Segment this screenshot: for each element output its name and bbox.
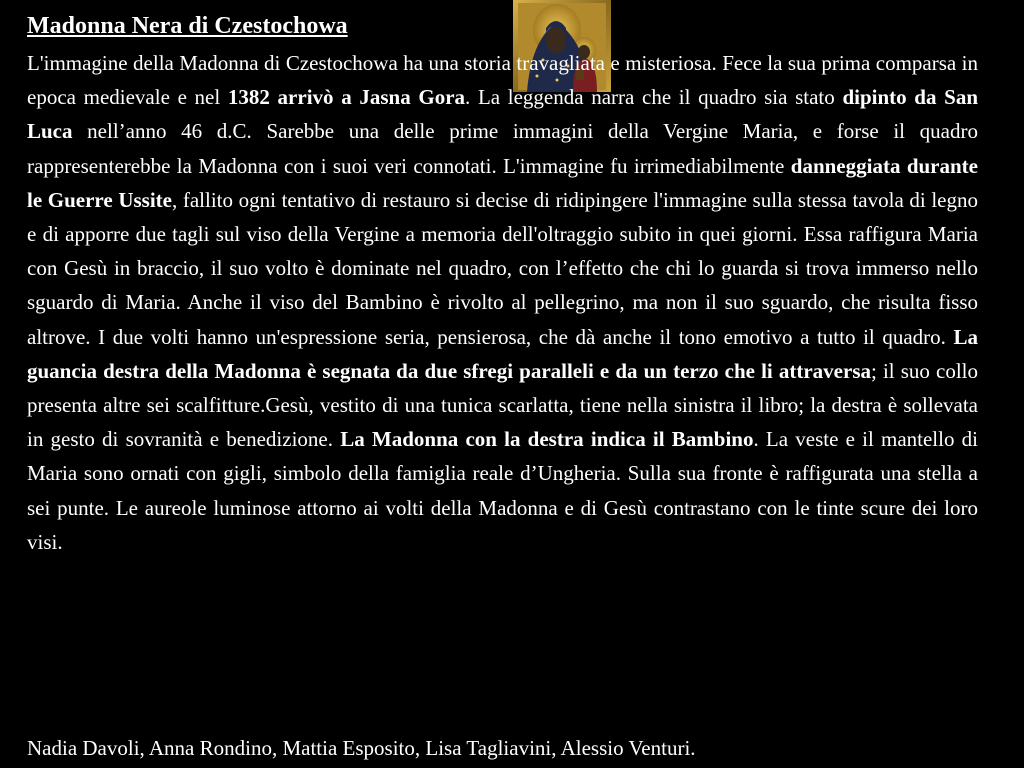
text-segment: , fallito ogni tentativo di restauro si decise di ridipingere l'immagine sulla stessa tavola di legno e di apporre due tagli sul viso della Vergine a memoria dell'oltraggio subito in quei giorni. Essa raffigura Maria con Gesù in braccio, il suo volto è dominate nel quadro, con l’effetto che chi lo guarda si trova immerso nello sguardo di Maria. Anche il viso del Bambino è rivolto al pellegrino, ma non il suo sguardo, che risulta fisso altrove. I due volti hanno un'espressione seria, pensierosa, che dà anche il tono emotivo a tutto il quadro. (27, 187, 978, 349)
slide-title: Madonna Nera di Czestochowa (27, 13, 348, 39)
text-segment: ; il suo collo presenta altre sei scalfitture.Gesù, vestito di una tunica scarlatta, tiene nella sinistra il libro; la destra è sollevata in gesto di sovranità e benedizione. (27, 358, 978, 452)
text-segment: nell’anno 46 d.C. Sarebbe una delle prime immagini della Vergine Maria, e forse il quadro rappresenterebbe la Madonna con i suoi veri connotati. L'immagine fu irrimediabilmente (27, 119, 978, 178)
text-segment: L'immagine della Madonna di Czestochowa ha una storia travagliata e misteriosa. Fece la sua prima comparsa in epoca medievale e nel (27, 51, 978, 110)
body-paragraph (27, 46, 978, 559)
bold-text-segment: danneggiata durante le Guerre Ussite (27, 153, 979, 212)
authors-line: Nadia Davoli, Anna Rondino, Mattia Esposito, Lisa Tagliavini, Alessio Venturi. (27, 736, 696, 760)
bold-text-segment: 1382 arrivò a Jasna Gora (227, 85, 466, 110)
text-segment: . La veste e il mantello di Maria sono ornati con gigli, simbolo della famiglia reale d’Ungheria. Sulla sua fronte è raffigurata una stella a sei punte. Le aureole luminose attorno ai volti della Madonna e di Gesù contrastano con le tinte scure dei loro visi. (27, 427, 978, 554)
text-segment: . La leggenda narra che il quadro sia stato (465, 85, 843, 110)
bold-text-segment: La guancia destra della Madonna è segnata da due sfregi paralleli e da un terzo che li attraversa (27, 324, 978, 383)
bold-text-segment: La Madonna con la destra indica il Bambino (340, 427, 754, 452)
bold-text-segment: dipinto da San Luca (27, 85, 979, 144)
